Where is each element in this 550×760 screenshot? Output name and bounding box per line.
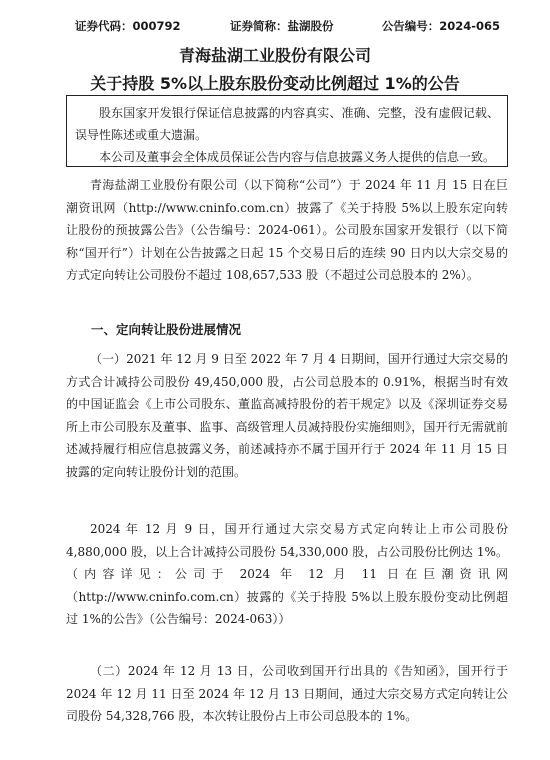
stock-code: 证券代码：000792	[75, 19, 181, 33]
intro-paragraph	[66, 174, 508, 287]
paragraph-one-text: （一）2021 年 12 月 9 日至 2022 年 7 月 4 日期间，国开行通过大宗交易的方式合计减持公司股份 49,450,000 股，占公司总股本的 0.91%，根据当时有效的中国证监会《上市公司股东、董监高减持股份的若干规定》以及《深圳证券交易所上市公司股东及董事、监事、高级管理人员减持股份实施细则》，国开行无需就前述减持履行相应信息披露义务，前述减持亦不属于国开行于 2024 年 11 月 15 日披露的定向转让股份计划的范围。	[66, 352, 508, 479]
section-heading: 一、定向转让股份进展情况	[91, 322, 242, 337]
intro-text: 青海盐湖工业股份有限公司（以下简称“公司”）于 2024 年 11 月 15 日在巨潮资讯网（http://www.cninfo.com.cn）披露了《关于持股 5%以上股东定向转让股份的预披露公告》（公告编号：2024-061）。公司股东国家开发银行（以下简称“国开行”）计划在公告披露之日起 15 个交易日后的连续 90 日内以大宗交易的方式定向转让公司股份不超过 108,657,533 股（不超过公司总股本的 2%）。	[66, 178, 508, 283]
disclaimer-box	[66, 95, 508, 167]
notice-title: 关于持股 5%以上股东股份变动比例超过 1%的公告	[90, 74, 460, 93]
paragraph-two	[66, 660, 508, 728]
document-header	[0, 14, 550, 36]
notice-number: 公告编号：2024-065	[381, 19, 500, 33]
paragraph-dec9	[66, 518, 508, 631]
paragraph-one	[66, 348, 508, 484]
paragraph-two-text: （二）2024 年 12 月 13 日，公司收到国开行出具的《告知函》，国开行于 2024 年 12 月 11 日至 2024 年 12 月 13 日期间，通过大宗交易方式定向转让公司股份 54,328,766 股，本次转让股份占上市公司总股本的 1%。	[66, 664, 508, 724]
stock-abbreviation: 证券简称：盐湖股份	[230, 19, 334, 33]
disclaimer-board: 本公司及董事会全体成员保证公告内容与信息披露义务人提供的信息一致。	[99, 150, 496, 164]
disclaimer-shareholder: 股东国家开发银行保证信息披露的内容真实、准确、完整，没有虚假记载、误导性陈述或重大遗漏。	[75, 106, 499, 142]
paragraph-dec9-text: 2024 年 12 月 9 日，国开行通过大宗交易方式定向转让上市公司股份 4,880,000 股，以上合计减持公司股份 54,330,000 股，占公司股份比例达 1%。（内容详见：公司于 2024 年 12 月 11 日在巨潮资讯网（http://www.cninfo.com.cn）披露的《关于持股 5%以上股东股份变动比例超过 1%的公告》（公告编号：2024-063））	[66, 522, 508, 627]
company-title: 青海盐湖工业股份有限公司	[178, 46, 371, 65]
